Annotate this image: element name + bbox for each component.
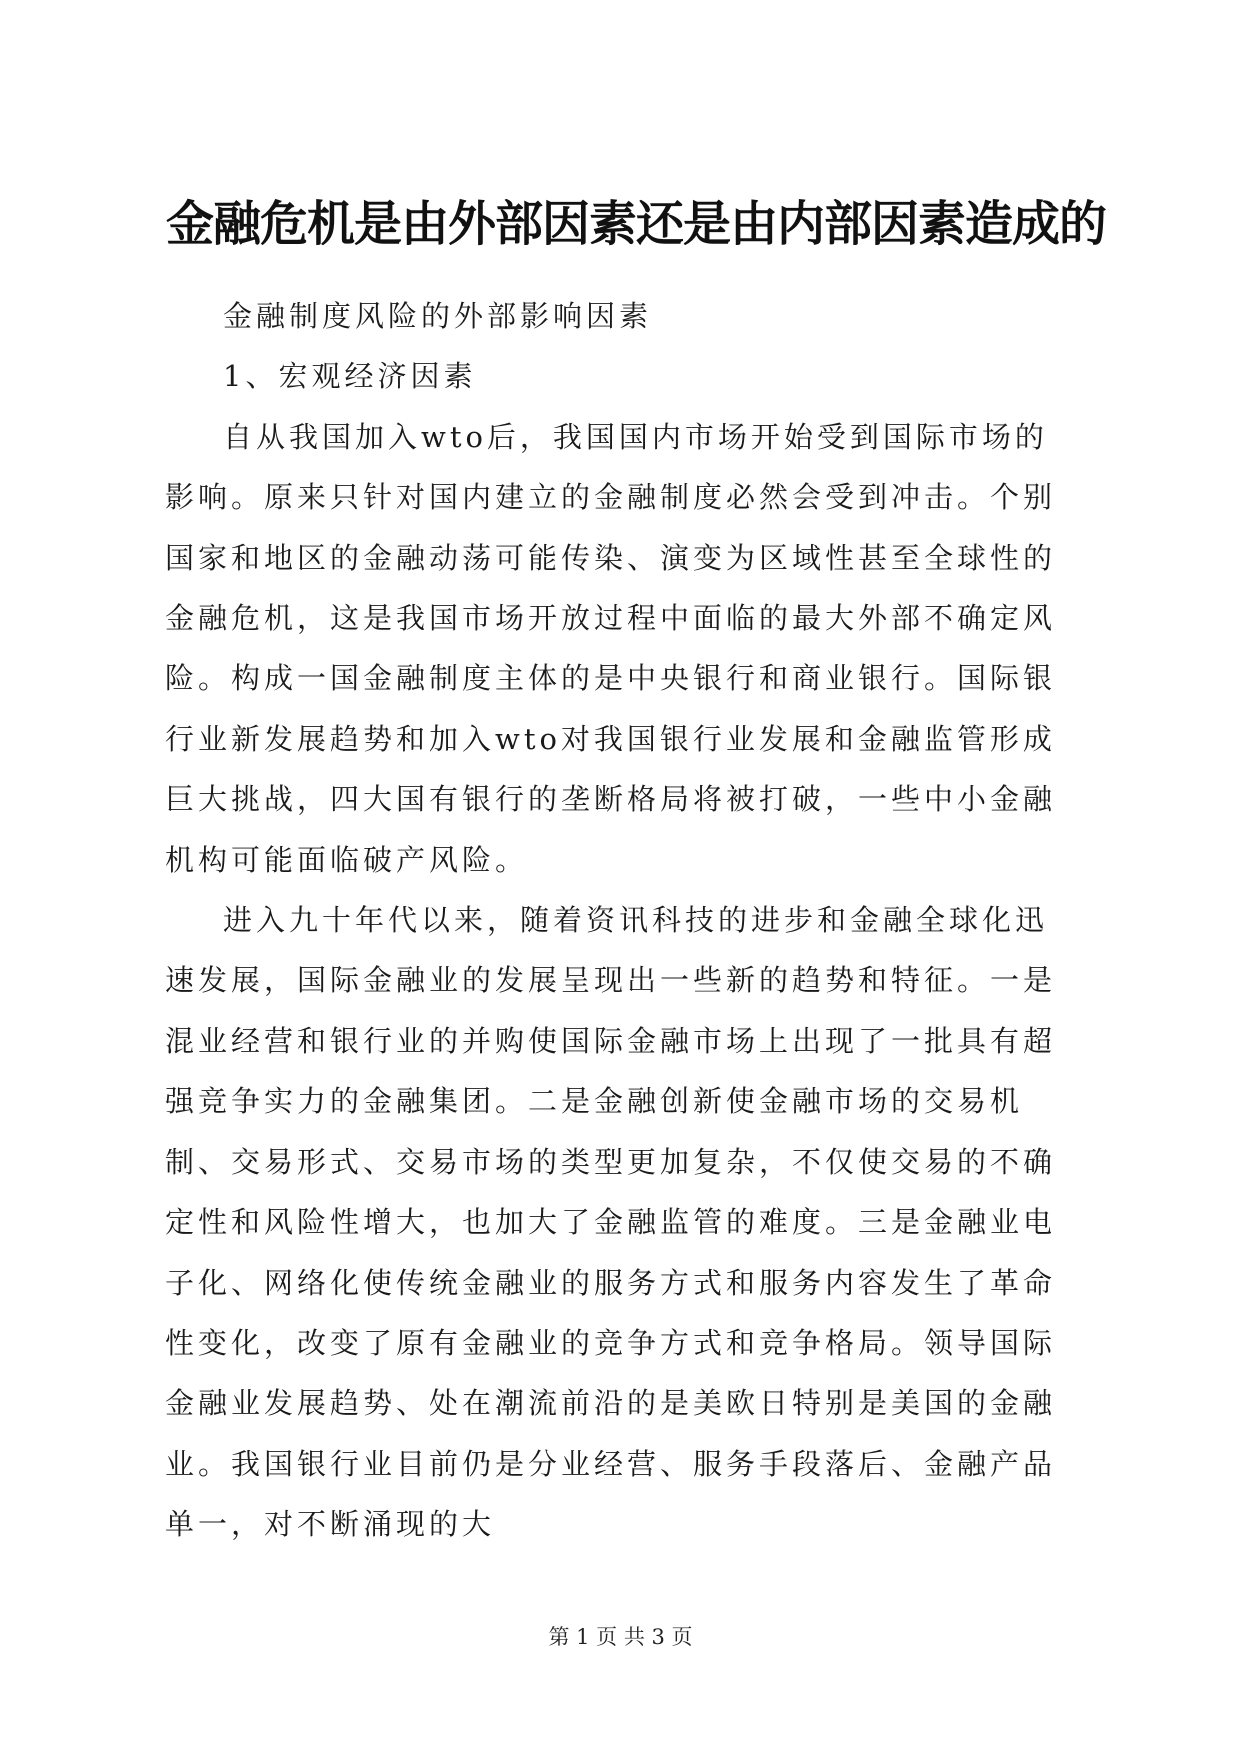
subsection-heading: 1、宏观经济因素 <box>223 359 477 394</box>
body-paragraph: 自从我国加入wto后，我国国内市场开始受到国际市场的影响。原来只针对国内建立的金融制度必然会受到冲击。个别国家和地区的金融动荡可能传染、演变为区域性甚至全球性的金融危机，这是我国市场开放过程中面临的最大外部不确定风险。构成一国金融制度主体的是中央银行和商业银行。国际银行业新发展趋势和加入wto对我国银行业发展和金融监管形成巨大挑战，四大国有银行的垄断格局将被打破，一些中小金融机构可能面临破产风险。 <box>165 419 1057 877</box>
page-number-label: 第 1 页 共 3 页 <box>548 1625 693 1649</box>
section-heading: 金融制度风险的外部影响因素 <box>223 299 653 333</box>
page-footer <box>0 1622 1241 1652</box>
document-title: 金融危机是由外部因素还是由内部因素造成的 <box>166 196 1107 252</box>
document-body <box>165 286 1077 1555</box>
body-paragraph: 进入九十年代以来，随着资讯科技的进步和金融全球化迅速发展，国际金融业的发展呈现出一些新的趋势和特征。一是混业经营和银行业的并购使国际金融市场上出现了一批具有超强竞争实力的金融集团。二是金融创新使金融市场的交易机制、交易形式、交易市场的类型更加复杂，不仅使交易的不确定性和风险性增大，也加大了金融监管的难度。三是金融业电子化、网络化使传统金融业的服务方式和服务内容发生了革命性变化，改变了原有金融业的竞争方式和竞争格局。领导国际金融业发展趋势、处在潮流前沿的是美欧日特别是美国的金融业。我国银行业目前仍是分业经营、服务手段落后、金融产品单一，对不断涌现的大 <box>165 903 1057 1542</box>
